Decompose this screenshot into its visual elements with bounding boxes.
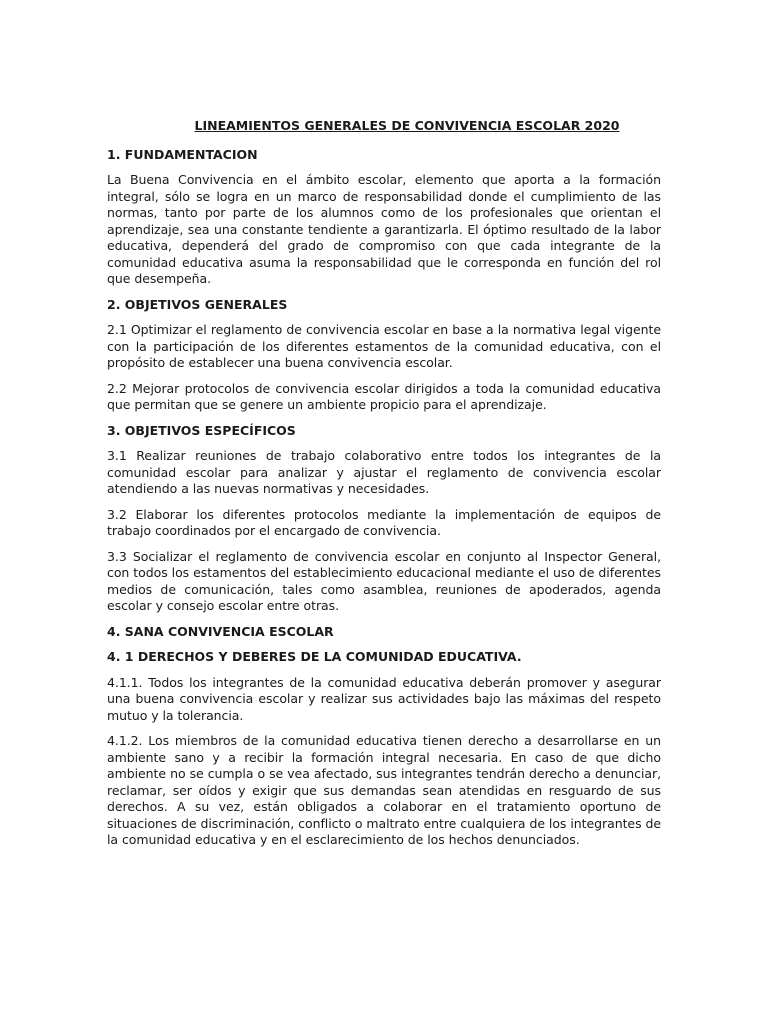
section-heading-derechos-deberes: 4. 1 DERECHOS Y DEBERES DE LA COMUNIDAD EDUCATIVA. bbox=[107, 649, 522, 664]
section-heading-fundamentacion: 1. FUNDAMENTACION bbox=[107, 146, 258, 162]
document-page bbox=[107, 118, 661, 858]
paragraph-objetivo-3-2: 3.2 Elaborar los diferentes protocolos mediante la implementación de equipos de trabajo coordinados por el encargado de convivencia. bbox=[107, 506, 661, 538]
section-heading-objetivos-generales: 2. OBJETIVOS GENERALES bbox=[107, 296, 288, 312]
section-heading-sana-convivencia: 4. SANA CONVIVENCIA ESCOLAR bbox=[107, 623, 334, 639]
paragraph-fundamentacion: La Buena Convivencia en el ámbito escolar, elemento que aporta a la formación integral, sólo se logra en un marco de responsabilidad donde el cumplimiento de las normas, tanto por parte de los alumnos como de los profesionales que orientan el aprendizaje, sea una constante tendiente a garantizarla. El óptimo resultado de la labor educativa, dependerá del grado de compromiso con que cada integrante de la comunidad educativa asuma la responsabilidad que le corresponda en función del rol que desempeña. bbox=[107, 172, 661, 286]
paragraph-objetivo-3-1: 3.1 Realizar reuniones de trabajo colaborativo entre todos los integrantes de la comunidad escolar para analizar y ajustar el reglamento de convivencia escolar atendiendo a las nuevas normativas y necesidades. bbox=[107, 448, 661, 496]
document-title: LINEAMIENTOS GENERALES DE CONVIVENCIA ESCOLAR 2020 bbox=[194, 118, 620, 133]
paragraph-objetivo-3-3: 3.3 Socializar el reglamento de convivencia escolar en conjunto al Inspector General, con todos los estamentos del establecimiento educacional mediante el uso de diferentes medios de comunicación, tales como asamblea, reuniones de apoderados, agenda escolar y consejo escolar entre otras. bbox=[107, 548, 661, 613]
section-heading-objetivos-especificos: 3. OBJETIVOS ESPECÍFICOS bbox=[107, 422, 296, 438]
paragraph-objetivo-2-1: 2.1 Optimizar el reglamento de convivencia escolar en base a la normativa legal vigente con la participación de los diferentes estamentos de la comunidad educativa, con el propósito de establecer una buena convivencia escolar. bbox=[107, 322, 661, 370]
paragraph-4-1-1: 4.1.1. Todos los integrantes de la comunidad educativa deberán promover y asegurar una buena convivencia escolar y realizar sus actividades bajo las máximas del respeto mutuo y la tolerancia. bbox=[107, 674, 661, 723]
paragraph-objetivo-2-2: 2.2 Mejorar protocolos de convivencia escolar dirigidos a toda la comunidad educativa que permitan que se genere un ambiente propicio para el aprendizaje. bbox=[107, 380, 661, 412]
paragraph-4-1-2: 4.1.2. Los miembros de la comunidad educativa tienen derecho a desarrollarse en un ambiente sano y a recibir la formación integral necesaria. En caso de que dicho ambiente no se cumpla o se vea afectado, sus integrantes tendrán derecho a denunciar, reclamar, ser oídos y exigir que sus demandas sean atendidas en resguardo de sus derechos. A su vez, están obligados a colaborar en el tratamiento oportuno de situaciones de discriminación, conflicto o maltrato entre cualquiera de los integrantes de la comunidad educativa y en el esclarecimiento de los hechos denunciados. bbox=[107, 733, 661, 847]
